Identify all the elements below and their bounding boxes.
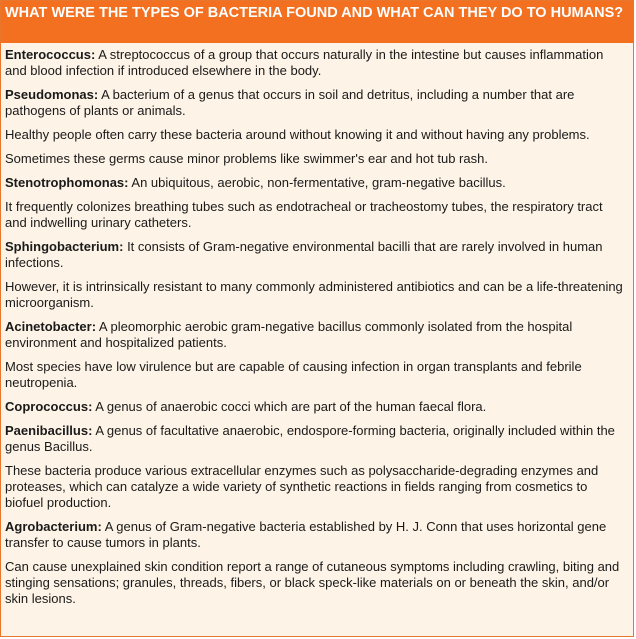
paragraph-text: A pleomorphic aerobic gram-negative bacillus commonly isolated from the hospital environment and hospitalized patients. <box>5 319 573 350</box>
paragraph <box>5 175 627 191</box>
paragraph-text: Sometimes these germs cause minor problems like swimmer's ear and hot tub rash. <box>5 151 488 166</box>
paragraph <box>5 399 627 415</box>
paragraph <box>5 359 627 391</box>
bacteria-term: Paenibacillus: <box>5 423 93 438</box>
paragraph-text: A genus of Gram-negative bacteria established by H. J. Conn that uses horizontal gene transfer to cause tumors in plants. <box>5 519 607 550</box>
paragraph-text: It consists of Gram-negative environmental bacilli that are rarely involved in human infections. <box>5 239 603 270</box>
bacteria-term: Stenotrophomonas: <box>5 175 129 190</box>
header-title: WHAT WERE THE TYPES OF BACTERIA FOUND AND WHAT CAN THEY DO TO HUMANS? <box>5 5 624 21</box>
box-content <box>1 43 633 607</box>
box-header <box>1 1 633 43</box>
paragraph-text: An ubiquitous, aerobic, non-fermentative, gram-negative bacillus. <box>128 175 506 190</box>
paragraph <box>5 559 627 607</box>
bacteria-term: Pseudomonas: <box>5 87 99 102</box>
paragraph-text: A streptococcus of a group that occurs naturally in the intestine but causes inflammation and blood infection if introduced elsewhere in the body. <box>5 47 604 78</box>
paragraph <box>5 151 627 167</box>
paragraph <box>5 47 627 79</box>
paragraph <box>5 519 627 551</box>
paragraph-text: It frequently colonizes breathing tubes such as endotracheal or tracheostomy tubes, the respiratory tract and indwelling urinary catheters. <box>5 199 603 230</box>
paragraph-text: A genus of anaerobic cocci which are part of the human faecal flora. <box>92 399 487 414</box>
paragraph-text: A genus of facultative anaerobic, endospore-forming bacteria, originally included within the genus Bacillus. <box>5 423 615 454</box>
paragraph <box>5 319 627 351</box>
paragraph <box>5 239 627 271</box>
paragraph-text: Can cause unexplained skin condition report a range of cutaneous symptoms including crawling, biting and stinging sensations; granules, threads, fibers, or black speck-like materials on or beneath the skin, and/or skin lesions. <box>5 559 620 606</box>
paragraph-text: Healthy people often carry these bacteria around without knowing it and without having any problems. <box>5 127 590 142</box>
bacteria-term: Enterococcus: <box>5 47 96 62</box>
paragraph <box>5 127 627 143</box>
bacteria-term: Agrobacterium: <box>5 519 102 534</box>
paragraph-text: A bacterium of a genus that occurs in soil and detritus, including a number that are pathogens of plants or animals. <box>5 87 575 118</box>
paragraph <box>5 199 627 231</box>
bacteria-term: Acinetobacter: <box>5 319 97 334</box>
paragraph <box>5 279 627 311</box>
paragraph <box>5 463 627 511</box>
paragraph-text: Most species have low virulence but are capable of causing infection in organ transplants and febrile neutropenia. <box>5 359 582 390</box>
paragraph-text: However, it is intrinsically resistant to many commonly administered antibiotics and can be a life-threatening microorganism. <box>5 279 623 310</box>
paragraph <box>5 423 627 455</box>
paragraph <box>5 87 627 119</box>
bacteria-term: Sphingobacterium: <box>5 239 124 254</box>
bacteria-term: Coprococcus: <box>5 399 93 414</box>
paragraph-text: These bacteria produce various extracellular enzymes such as polysaccharide-degrading enzymes and proteases, which can catalyze a wide variety of synthetic reactions in fields ranging from cosmetics to biofuel production. <box>5 463 599 510</box>
